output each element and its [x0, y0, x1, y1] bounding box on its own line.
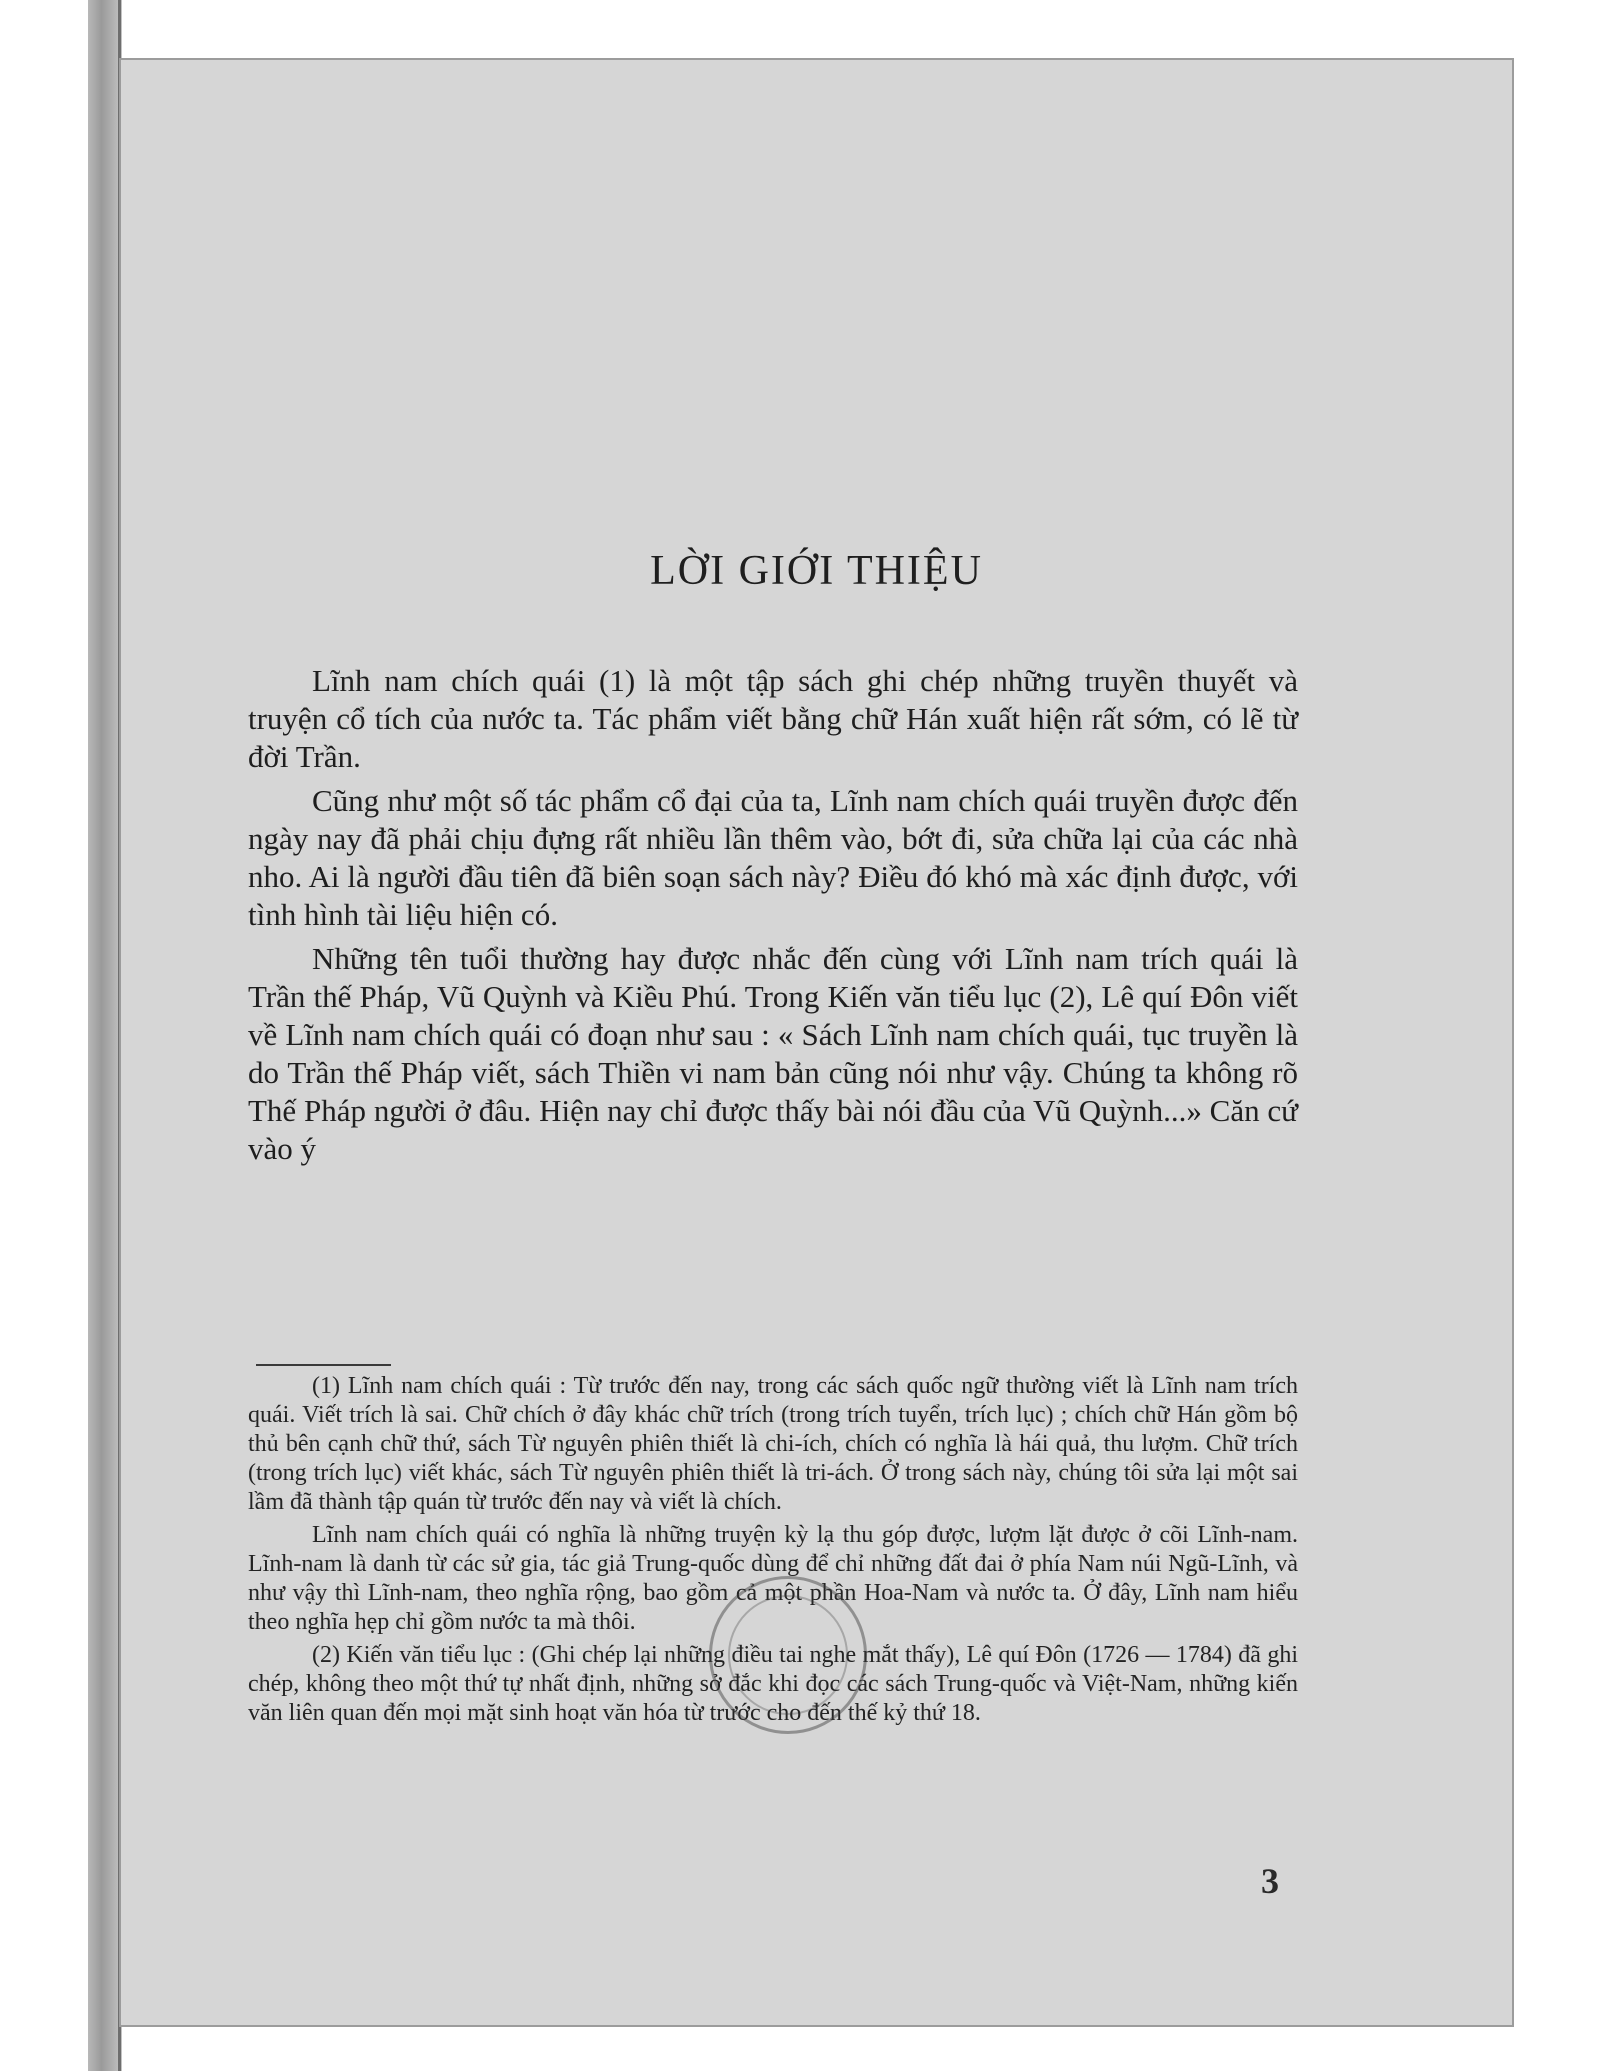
page-number: 3	[1261, 1861, 1279, 1901]
book-gutter	[88, 0, 122, 2071]
page-title: LỜI GIỚI THIỆU	[650, 548, 983, 594]
paragraph-1: Lĩnh nam chích quái (1) là một tập sách ghi chép những truyền thuyết và truyện cổ tích của nước ta. Tác phẩm viết bằng chữ Hán xuất hiện rất sớm, có lẽ từ đời Trần.	[248, 663, 1298, 774]
footnotes	[248, 1372, 1298, 1728]
book-page	[121, 60, 1512, 2025]
body-text	[248, 662, 1298, 1168]
paragraph-2: Cũng như một số tác phẩm cổ đại của ta, Lĩnh nam chích quái truyền được đến ngày nay đã phải chịu đựng rất nhiều lần thêm vào, bớt đi, sửa chữa lại của các nhà nho. Ai là người đầu tiên đã biên soạn sách này? Điều đó khó mà xác định được, với tình hình tài liệu hiện có.	[248, 783, 1298, 932]
footnote-1-continued: Lĩnh nam chích quái có nghĩa là những truyện kỳ lạ thu góp được, lượm lặt được ở cõi Lĩnh-nam. Lĩnh-nam là danh từ các sử gia, tác giả Trung-quốc dùng để chỉ những đất đai ở phía Nam núi Ngũ-Lĩnh, và như vậy thì Lĩnh-nam, theo nghĩa rộng, bao gồm cả một phần Hoa-Nam và nước ta. Ở đây, Lĩnh nam hiểu theo nghĩa hẹp chỉ gồm nước ta mà thôi.	[248, 1522, 1298, 1635]
footnote-1: (1) Lĩnh nam chích quái : Từ trước đến nay, trong các sách quốc ngữ thường viết là Lĩnh nam trích quái. Viết trích là sai. Chữ chích ở đây khác chữ trích (trong trích tuyển, trích lục) ; chích chữ Hán gồm bộ thủ bên cạnh chữ thứ, sách Từ nguyên phiên thiết là chi-ích, chích có nghĩa là hái quả, thu lượm. Chữ trích (trong trích lục) viết khác, sách Từ nguyên phiên thiết là tri-ách. Ở trong sách này, chúng tôi sửa lại một sai lầm đã thành tập quán từ trước đến nay và viết là chích.	[248, 1373, 1298, 1515]
footnote-divider	[256, 1364, 391, 1366]
footnote-2: (2) Kiến văn tiểu lục : (Ghi chép lại những điều tai nghe mắt thấy), Lê quí Đôn (1726 — 1784) đã ghi chép, không theo một thứ tự nhất định, những sở đắc khi đọc các sách Trung-quốc và Việt-Nam, những kiến văn liên quan đến mọi mặt sinh hoạt văn hóa từ trước cho đến thế kỷ thứ 18.	[248, 1642, 1298, 1726]
paragraph-3: Những tên tuổi thường hay được nhắc đến cùng với Lĩnh nam trích quái là Trần thế Pháp, Vũ Quỳnh và Kiều Phú. Trong Kiến văn tiểu lục (2), Lê quí Đôn viết về Lĩnh nam chích quái có đoạn như sau : « Sách Lĩnh nam chích quái, tục truyền là do Trần thế Pháp viết, sách Thiền vi nam bản cũng nói như vậy. Chúng ta không rõ Thế Pháp người ở đâu. Hiện nay chỉ được thấy bài nói đầu của Vũ Quỳnh...» Căn cứ vào ý	[248, 941, 1298, 1166]
